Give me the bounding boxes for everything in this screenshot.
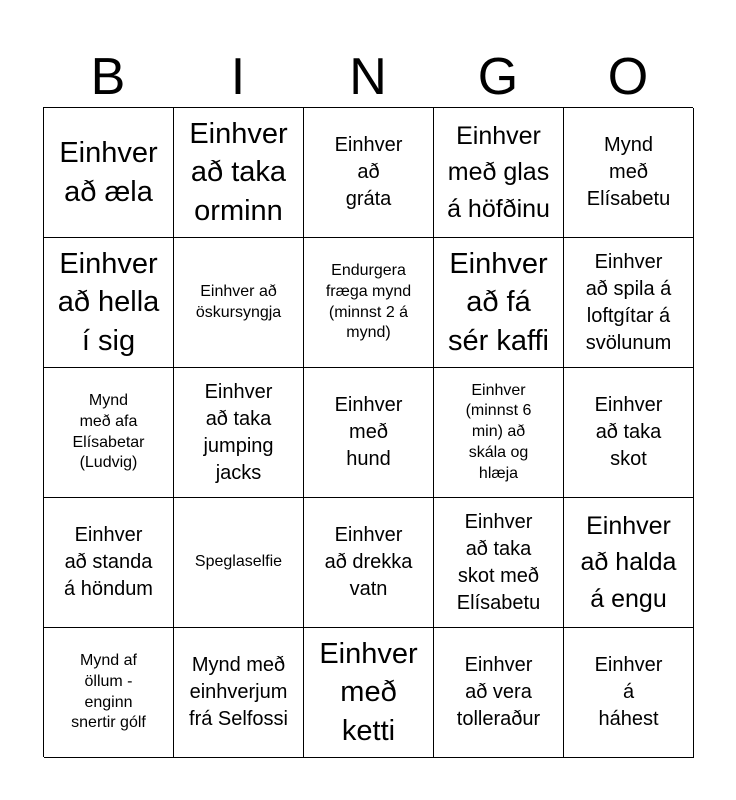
cell-text: Einhver (minnst 6 min) að skála og hlæja bbox=[465, 381, 532, 482]
cell-text: Speglaselfie bbox=[194, 553, 283, 571]
bingo-cell bbox=[564, 498, 694, 628]
cell-text: Einhver með ketti bbox=[319, 637, 418, 747]
header-letter-o: O bbox=[607, 48, 649, 106]
bingo-cell bbox=[174, 628, 304, 758]
bingo-cell bbox=[304, 368, 434, 498]
bingo-cell bbox=[304, 498, 434, 628]
bingo-cell bbox=[434, 238, 564, 368]
cell-text: Einhver að vera tolleraður bbox=[456, 654, 541, 730]
bingo-cell bbox=[434, 628, 564, 758]
cell-text: Einhver að öskursyngja bbox=[195, 282, 282, 321]
header-letter-i: I bbox=[230, 48, 246, 106]
cell-text: Einhver að halda á engu bbox=[580, 512, 677, 613]
bingo-cell bbox=[174, 498, 304, 628]
cell-text: Einhver að standa á höndum bbox=[64, 524, 153, 600]
bingo-cell bbox=[434, 498, 564, 628]
cell-text: Mynd með afa Elísabetar (Ludvig) bbox=[72, 391, 145, 472]
bingo-cell bbox=[564, 238, 694, 368]
bingo-cell bbox=[44, 498, 174, 628]
cell-text: Einhver að taka orminn bbox=[189, 117, 288, 227]
cell-text: Mynd með einhverjum frá Selfossi bbox=[189, 654, 288, 730]
cell-text: Einhver með hund bbox=[334, 394, 403, 470]
bingo-cell bbox=[304, 108, 434, 238]
bingo-cell bbox=[174, 368, 304, 498]
cell-text: Einhver á háhest bbox=[594, 654, 663, 730]
bingo-board bbox=[43, 107, 693, 757]
cell-text: Einhver að fá sér kaffi bbox=[447, 247, 549, 357]
bingo-cell bbox=[434, 108, 564, 238]
bingo-cell bbox=[44, 628, 174, 758]
bingo-cell bbox=[564, 108, 694, 238]
bingo-cell bbox=[304, 628, 434, 758]
cell-text: Einhver að taka skot bbox=[594, 394, 663, 470]
bingo-cell bbox=[174, 108, 304, 238]
header-letter-n: N bbox=[349, 48, 387, 106]
bingo-header bbox=[43, 42, 693, 112]
bingo-cell bbox=[44, 368, 174, 498]
cell-text: Einhver að æla bbox=[59, 136, 158, 208]
bingo-cell bbox=[174, 238, 304, 368]
cell-text: Einhver að spila á loftgítar á svölunum bbox=[585, 250, 672, 354]
cell-text: Mynd með Elísabetu bbox=[586, 134, 671, 210]
bingo-cell bbox=[304, 238, 434, 368]
cell-text: Einhver að hella í sig bbox=[57, 247, 160, 357]
cell-text: Einhver að taka skot með Elísabetu bbox=[456, 510, 541, 614]
cell-text: Mynd af öllum - enginn snertir gólf bbox=[71, 651, 146, 732]
cell-text: Einhver með glas á höfðinu bbox=[447, 122, 550, 223]
cell-text: Einhver að drekka vatn bbox=[324, 524, 413, 600]
header-letter-g: G bbox=[477, 48, 519, 106]
cell-text: Einhver að taka jumping jacks bbox=[203, 380, 274, 484]
bingo-cell bbox=[434, 368, 564, 498]
cell-text: Endurgera fræga mynd (minnst 2 á mynd) bbox=[325, 261, 412, 342]
bingo-cell bbox=[564, 628, 694, 758]
cell-text: Einhver að gráta bbox=[334, 134, 403, 210]
bingo-cell bbox=[564, 368, 694, 498]
header-letter-b: B bbox=[90, 48, 126, 106]
bingo-cell bbox=[44, 108, 174, 238]
bingo-cell bbox=[44, 238, 174, 368]
